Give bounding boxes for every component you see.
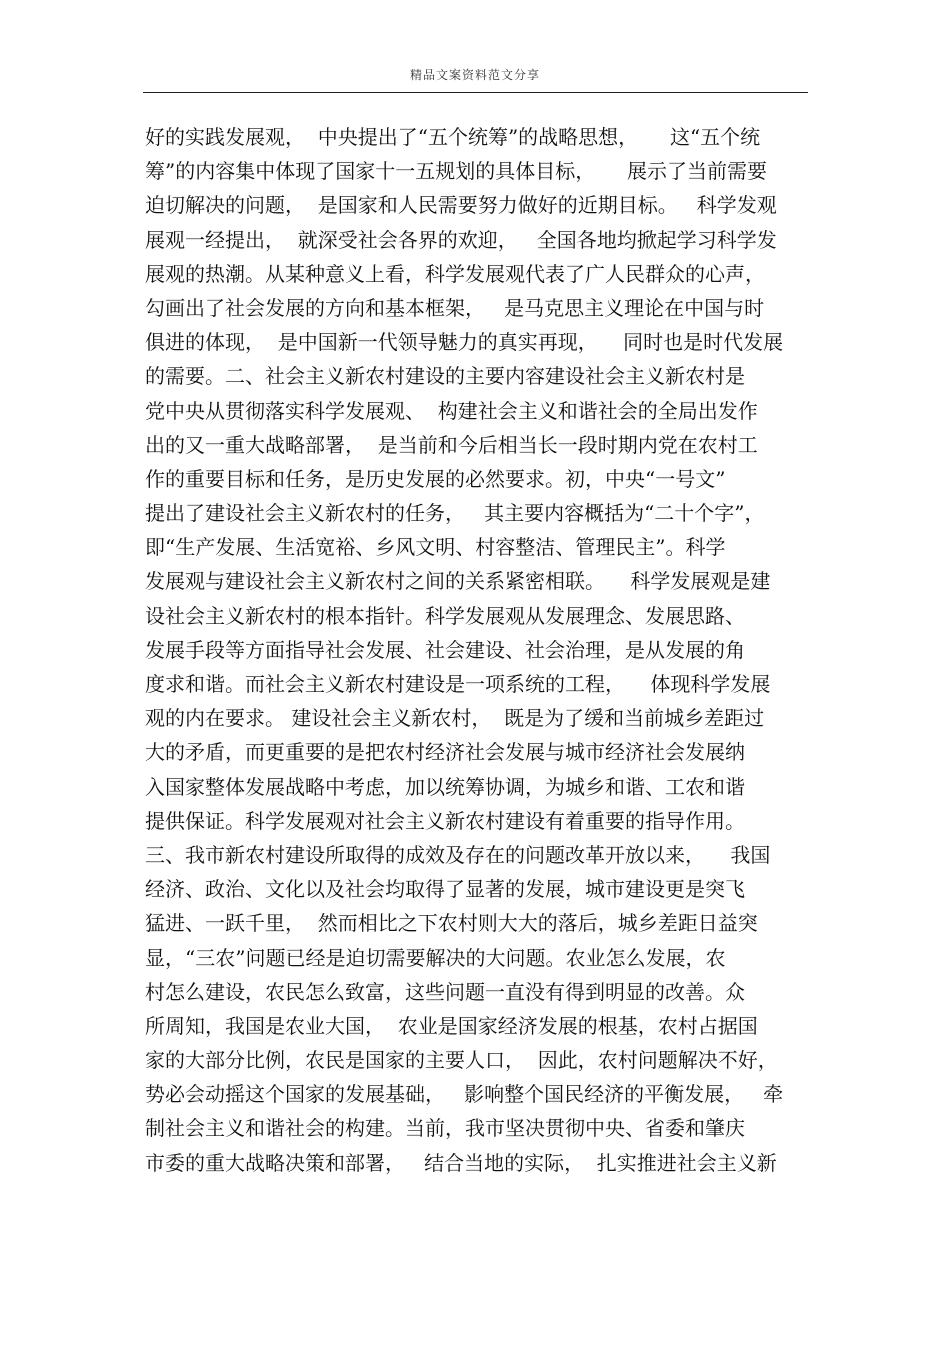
text-line: 设社会主义新农村的根本指针。科学发展观从发展理念、发展思路、	[145, 603, 745, 628]
page-header: 精品文案资料范文分享	[409, 68, 540, 82]
text-line: 筹”的内容集中体现了国家十一五规划的具体目标， 展示了当前需要	[145, 159, 768, 184]
text-line: 提出了建设社会主义新农村的任务， 其主要内容概括为“二十个字”，	[145, 501, 765, 526]
text-line: 显，“三农”问题已经是迫切需要解决的大问题。农业怎么发展，农	[145, 945, 726, 970]
text-line: 三、我市新农村建设所取得的成效及存在的问题改革开放以来， 我国	[145, 842, 771, 867]
text-line: 市委的重大战略决策和部署， 结合当地的实际， 扎实推进社会主义新	[145, 1150, 777, 1175]
text-line: 发展观与建设社会主义新农村之间的关系紧密相联。 科学发展观是建	[145, 569, 771, 594]
text-line: 出的又一重大战略部署， 是当前和今后相当长一段时期内党在农村工	[145, 432, 758, 457]
text-line: 观的内在要求。 建设社会主义新农村， 既是为了缓和当前城乡差距过	[145, 706, 765, 731]
text-line: 展观的热潮。从某种意义上看，科学发展观代表了广人民群众的心声，	[145, 261, 765, 286]
text-line: 勾画出了社会发展的方向和基本框架， 是马克思主义理论在中国与时	[145, 295, 765, 320]
text-line: 猛进、一跃千里， 然而相比之下农村则大大的落后，城乡差距日益突	[145, 911, 758, 936]
text-line: 所周知，我国是农业大国， 农业是国家经济发展的根基，农村占据国	[145, 1013, 758, 1038]
text-line: 好的实践发展观， 中央提出了“五个统筹”的战略思想， 这“五个统	[145, 125, 761, 149]
text-line: 党中央从贯彻落实科学发展观、 构建社会主义和谐社会的全局出发作	[145, 398, 758, 423]
text-line: 村怎么建设，农民怎么致富，这些问题一直没有得到明显的改善。众	[145, 979, 745, 1004]
text-line: 制社会主义和谐社会的构建。当前，我市坚决贯彻中央、省委和肇庆	[145, 1116, 745, 1141]
text-line: 势必会动摇这个国家的发展基础， 影响整个国民经济的平衡发展， 牵	[145, 1082, 784, 1107]
text-line: 作的重要目标和任务，是历史发展的必然要求。初，中央“一号文”	[145, 466, 726, 491]
text-line: 提供保证。科学发展观对社会主义新农村建设有着重要的指导作用。	[145, 808, 745, 833]
text-line: 入国家整体发展战略中考虑，加以统筹协调，为城乡和谐、工农和谐	[145, 774, 745, 799]
header-divider	[143, 92, 808, 93]
text-line: 迫切解决的问题， 是国家和人民需要努力做好的近期目标。 科学发观	[145, 193, 777, 218]
text-line: 发展手段等方面指导社会发展、社会建设、社会治理，是从发展的角	[145, 637, 745, 662]
text-line: 俱进的体现， 是中国新一代领导魅力的真实再现， 同时也是时代发展	[145, 330, 784, 355]
text-line: 家的大部分比例，农民是国家的主要人口， 因此，农村问题解决不好，	[145, 1048, 778, 1073]
document-body	[145, 120, 815, 1180]
text-line: 经济、政治、文化以及社会均取得了显著的发展，城市建设更是突飞	[145, 877, 745, 902]
text-line: 度求和谐。而社会主义新农村建设是一项系统的工程， 体现科学发展	[145, 672, 771, 696]
text-line: 展观一经提出， 就深受社会各界的欢迎， 全国各地均掀起学习科学发	[145, 227, 777, 252]
text-line: 的需要。二、社会主义新农村建设的主要内容建设社会主义新农村是	[145, 364, 745, 389]
text-line: 即“生产发展、生活宽裕、乡风文明、村容整洁、管理民主”。科学	[145, 535, 726, 560]
text-line: 大的矛盾，而更重要的是把农村经济社会发展与城市经济社会发展纳	[145, 740, 745, 765]
